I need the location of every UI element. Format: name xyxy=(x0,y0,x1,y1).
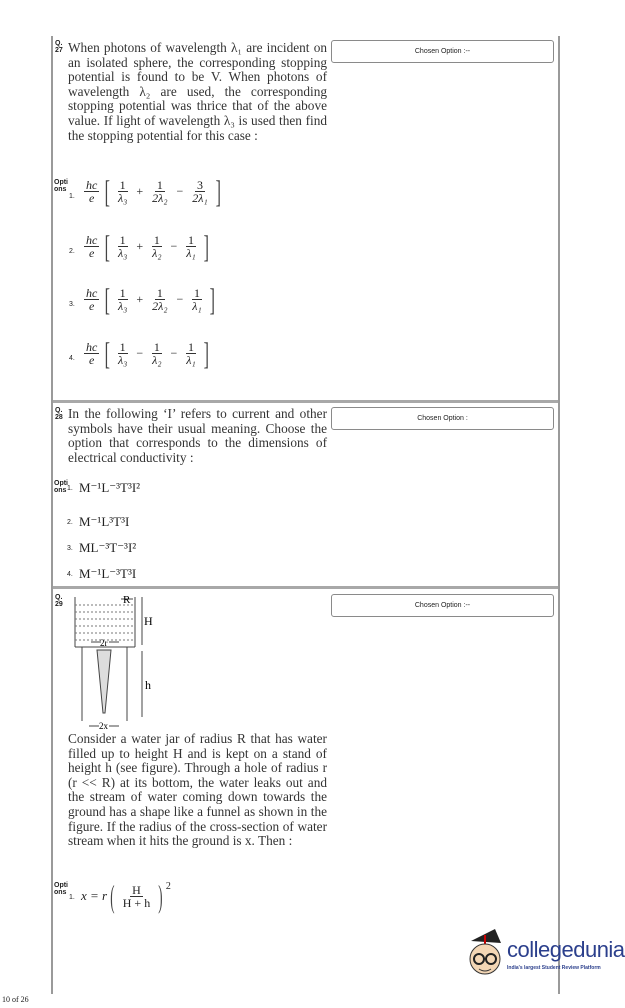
fraction: $\frac{1}{\text{2λ₂}}$ xyxy=(152,177,168,205)
bracket-left: [ xyxy=(104,173,111,209)
operator: − xyxy=(170,345,178,360)
fraction: $\frac{1}{\text{λ₃}}$ xyxy=(117,339,128,367)
operator: − xyxy=(176,183,184,198)
options-label: Options xyxy=(54,882,68,896)
mascot-icon xyxy=(465,927,505,979)
question-number: Q. 28 xyxy=(55,407,63,421)
option-3[interactable] xyxy=(81,281,217,317)
options-label: Options xyxy=(54,179,68,193)
figure-label-2r: 2r xyxy=(100,638,108,648)
operator: − xyxy=(170,238,178,253)
fraction: $\frac{1}{\text{λ₂}}$ xyxy=(152,232,162,260)
option-1[interactable] xyxy=(81,173,223,209)
operator: + xyxy=(136,291,144,306)
option-number: 4. xyxy=(67,571,73,578)
chosen-option-box[interactable]: Chosen Option :-- xyxy=(331,40,554,63)
option-4[interactable]: M⁻¹L⁻³T³I xyxy=(79,566,137,581)
paren-right: ) xyxy=(158,878,163,914)
figure-label-h: h xyxy=(145,678,151,692)
logo-name: collegedunia xyxy=(507,937,625,962)
chosen-option-box[interactable]: Chosen Option : xyxy=(331,407,554,430)
option-number: 4. xyxy=(69,355,75,362)
chosen-option-box[interactable]: Chosen Option :-- xyxy=(331,594,554,617)
bracket-right: ] xyxy=(203,335,209,371)
option-1[interactable] xyxy=(81,878,171,914)
fraction: $\frac{hc}{e}$ xyxy=(86,285,98,313)
option-number: 1. xyxy=(67,485,73,492)
water-jar-figure xyxy=(67,594,157,731)
fraction: $\frac{1}{\text{λ₃}}$ xyxy=(117,177,128,205)
figure-label-H: H xyxy=(144,614,153,628)
operator: + xyxy=(136,183,144,198)
question-28 xyxy=(53,403,558,581)
operator: − xyxy=(136,345,144,360)
option-2[interactable]: M⁻¹L³T³I xyxy=(79,514,130,529)
question-number: Q. 27 xyxy=(55,40,63,54)
exponent: 2 xyxy=(165,881,171,892)
page-number: 10 of 26 xyxy=(2,995,29,1004)
bracket-left: [ xyxy=(104,335,111,371)
figure-label-2x: 2x xyxy=(99,721,108,731)
fraction: $\frac{1}{\text{λ₃}}$ xyxy=(117,285,128,313)
fraction: $\frac{hc}{e}$ xyxy=(86,177,98,205)
fraction: $\frac{1}{\text{λ₁}}$ xyxy=(192,285,202,313)
fraction: $\frac{1}{\text{2λ₂}}$ xyxy=(152,285,168,313)
bracket-left: [ xyxy=(104,228,111,264)
fraction: $\frac{1}{\text{λ₃}}$ xyxy=(117,232,128,260)
fraction: $\frac{3}{\text{2λ₁}}$ xyxy=(192,177,208,205)
option-number: 3. xyxy=(69,301,75,308)
question-text: When photons of wavelength λ₁ are incident on an isolated sphere, the corresponding stopping potential is found to be V. When photons of wavelength λ₂ are used, the corresponding stopping potential was thrice that of the above value. If light of wavelength λ₃ is used then find the stopping potential for this case : xyxy=(68,40,327,143)
option-4[interactable] xyxy=(81,335,211,371)
question-paper xyxy=(51,36,560,994)
bracket-right: ] xyxy=(215,173,221,209)
option-lhs: x = r xyxy=(81,888,108,903)
fraction: $\frac{H}{H + h}$ xyxy=(122,882,151,910)
bracket-right: ] xyxy=(203,228,209,264)
bracket-left: [ xyxy=(104,281,111,317)
option-number: 2. xyxy=(67,519,73,526)
question-27 xyxy=(53,36,558,400)
option-number: 1. xyxy=(69,193,75,200)
option-number: 2. xyxy=(69,248,75,255)
figure-label-R: R xyxy=(123,594,131,606)
option-number: 3. xyxy=(67,545,73,552)
operator: − xyxy=(176,291,184,306)
option-2[interactable] xyxy=(81,228,211,264)
fraction: $\frac{1}{\text{λ₁}}$ xyxy=(186,232,196,260)
option-1[interactable]: M⁻¹L⁻³T³I² xyxy=(79,480,141,495)
bracket-right: ] xyxy=(209,281,215,317)
collegedunia-logo xyxy=(465,925,625,980)
paren-left: ( xyxy=(110,878,115,914)
fraction: $\frac{hc}{e}$ xyxy=(86,232,98,260)
option-number: 1. xyxy=(69,894,75,901)
question-text: In the following ‘I’ refers to current and other symbols have their usual meaning. Choose the option that corresponds to the dimensions of electrical conductivity : xyxy=(68,406,327,465)
question-text: Consider a water jar of radius R that has water filled up to height H and is kept on a stand of height h (see figure). Through a hole of radius r (r << R) at its bottom, the water leaks out and the stream of water coming down towards the ground has a shape like a funnel as shown in the figure. If the radius of the cross-section of water stream when it hits the ground is x. Then : xyxy=(68,731,327,849)
options-label: Options xyxy=(54,480,68,494)
operator: + xyxy=(136,238,144,253)
fraction: $\frac{1}{\text{λ₂}}$ xyxy=(152,339,162,367)
logo-tagline: India's largest Student Review Platform xyxy=(507,965,601,971)
question-number: Q. 29 xyxy=(55,594,63,608)
fraction: $\frac{hc}{e}$ xyxy=(86,339,98,367)
fraction: $\frac{1}{\text{λ₁}}$ xyxy=(186,339,196,367)
option-3[interactable]: ML⁻³T⁻³I² xyxy=(79,540,137,555)
